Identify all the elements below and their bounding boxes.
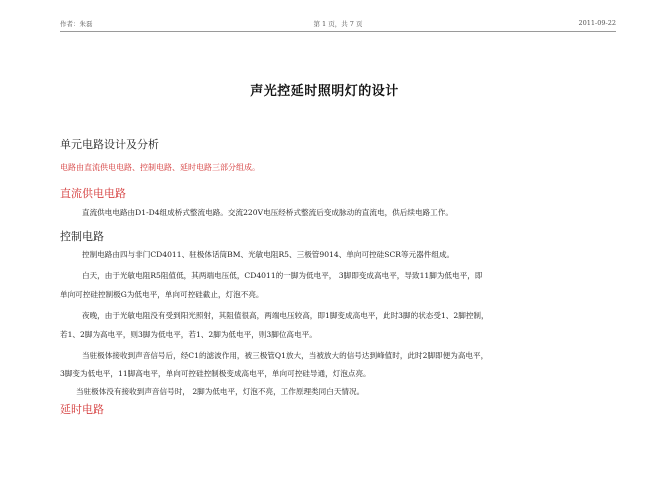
header-divider — [60, 31, 616, 32]
power-supply-paragraph: 直流供电电路由D1-D4组成桥式整流电路。交流220V电压经桥式整流后变成脉动的直流电，供后续电路工作。 — [82, 208, 453, 217]
control-paragraph-1: 控制电路由四与非门CD4011、驻极体话筒BM、光敏电阻R5、三极管9014、单向可控硅SCR等元器件组成。 — [82, 250, 455, 259]
intro-note: 电路由直流供电电路、控制电路、延时电路三部分组成。 — [60, 163, 260, 172]
control-paragraph-2-line-1: 白天，由于光敏电阻R5阻值低，其两端电压低，CD4011的一脚为低电平， 3脚即变成高电平，导致11脚为低电平，即 — [82, 271, 483, 280]
control-paragraph-3-line-2: 若1、2脚为高电平，则3脚为低电平，若1、2脚为低电平，则3脚位高电平。 — [60, 330, 317, 339]
page-header — [60, 19, 616, 31]
section-heading: 单元电路设计及分析 — [60, 138, 159, 151]
control-circuit-heading: 控制电路 — [60, 230, 104, 243]
delay-circuit-heading: 延时电路 — [60, 403, 104, 416]
document-title: 声光控延时照明灯的设计 — [250, 84, 399, 99]
control-paragraph-5: 当驻极体没有接收到声音信号时， 2脚为低电平，灯泡不亮，工作原理类同白天情况。 — [76, 387, 365, 396]
header-date: 2011-09-22 — [578, 19, 616, 27]
header-author: 作者：朱磊 — [60, 20, 93, 28]
control-paragraph-3-line-1: 夜晚，由于光敏电阻没有受到阳光照射，其阻值很高，两端电压较高，即1脚变成高电平，此时3脚的状态受1、2脚控制， — [82, 311, 489, 320]
header-page-number: 第 1 页，共 7 页 — [313, 20, 363, 28]
control-paragraph-2-line-2: 单向可控硅控制极G为低电平，单向可控硅截止，灯泡不亮。 — [60, 290, 264, 299]
power-supply-heading: 直流供电电路 — [60, 187, 126, 200]
control-paragraph-4-line-1: 当驻极体接收到声音信号后，经C1的滤波作用，被三极管Q1放大，当被放大的信号达到峰值时，此时2脚即便为高电平， — [82, 351, 489, 360]
control-paragraph-4-line-2: 3脚变为低电平，11脚高电平，单向可控硅控制极变成高电平，单向可控硅导通，灯泡点亮。 — [60, 369, 371, 378]
